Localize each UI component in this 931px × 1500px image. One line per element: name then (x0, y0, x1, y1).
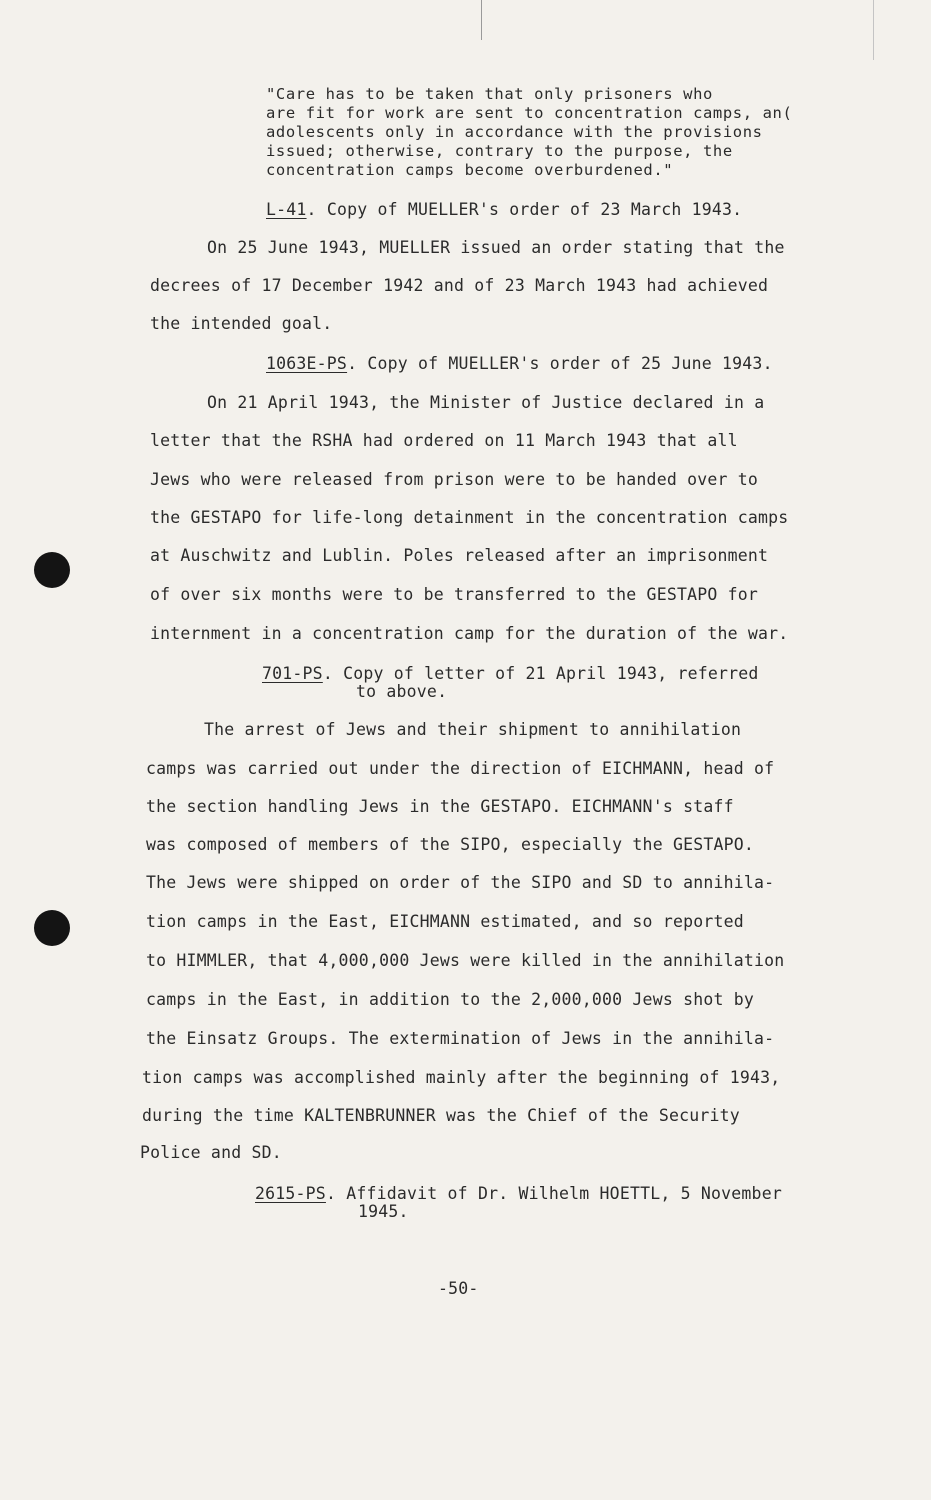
paragraph-line: at Auschwitz and Lublin. Poles released after an imprisonment (150, 546, 769, 565)
scan-mark-top (481, 0, 482, 40)
quote-line: concentration camps become overburdened." (266, 161, 674, 179)
paragraph-line: of over six months were to be transferred to the GESTAPO for (150, 585, 759, 604)
paragraph-line: the GESTAPO for life-long detainment in the concentration camps (150, 508, 789, 527)
paragraph-line: the section handling Jews in the GESTAPO. EICHMANN's staff (146, 797, 734, 816)
paragraph-line: during the time KALTENBRUNNER was the Chief of the Security (142, 1106, 740, 1125)
paragraph-line: camps was carried out under the direction of EICHMANN, head of (146, 759, 775, 778)
paragraph-line: was composed of members of the SIPO, especially the GESTAPO. (146, 835, 755, 854)
citation-2615-ps (255, 1184, 782, 1204)
citation-continuation: 1945. (358, 1202, 409, 1221)
page-number: -50- (438, 1279, 479, 1298)
citation-l41 (266, 200, 742, 220)
quote-line: adolescents only in accordance with the provisions (266, 123, 763, 141)
citation-ref: 1063E-PS (266, 354, 348, 373)
citation-text: . Copy of MUELLER's order of 25 June 1943. (347, 354, 773, 373)
scan-mark-right (873, 0, 874, 60)
quote-line: "Care has to be taken that only prisoners who (266, 85, 713, 103)
paragraph-line: The arrest of Jews and their shipment to annihilation (204, 720, 742, 739)
punch-hole-bottom (34, 910, 70, 946)
citation-701-ps (262, 664, 759, 684)
paragraph-line: Jews who were released from prison were to be handed over to (150, 470, 759, 489)
paragraph-line: On 25 June 1943, MUELLER issued an order stating that the (207, 238, 785, 257)
citation-text: . Affidavit of Dr. Wilhelm HOETTL, 5 November (325, 1184, 782, 1203)
punch-hole-top (34, 552, 70, 588)
citation-continuation: to above. (356, 682, 448, 701)
citation-text: . Copy of MUELLER's order of 23 March 1943. (306, 200, 743, 219)
paragraph-line: On 21 April 1943, the Minister of Justice declared in a (207, 393, 765, 412)
citation-ref: L-41 (266, 200, 307, 219)
citation-1063e-ps (266, 354, 773, 374)
quote-line: are fit for work are sent to concentration camps, an( (266, 104, 793, 122)
citation-text: . Copy of letter of 21 April 1943, referred (322, 664, 759, 683)
paragraph-line: camps in the East, in addition to the 2,000,000 Jews shot by (146, 990, 755, 1009)
paragraph-line: decrees of 17 December 1942 and of 23 March 1943 had achieved (150, 276, 769, 295)
paragraph-line: tion camps in the East, EICHMANN estimated, and so reported (146, 912, 744, 931)
paragraph-line: Police and SD. (140, 1143, 282, 1162)
paragraph-line: tion camps was accomplished mainly after the beginning of 1943, (142, 1068, 781, 1087)
citation-ref: 2615-PS (255, 1184, 326, 1203)
paragraph-line: internment in a concentration camp for the duration of the war. (150, 624, 789, 643)
paragraph-line: the intended goal. (150, 314, 333, 333)
citation-ref: 701-PS (262, 664, 323, 683)
quote-line: issued; otherwise, contrary to the purpose, the (266, 142, 733, 160)
paragraph-line: letter that the RSHA had ordered on 11 March 1943 that all (150, 431, 738, 450)
paragraph-line: the Einsatz Groups. The extermination of Jews in the annihila- (146, 1029, 775, 1048)
paragraph-line: The Jews were shipped on order of the SIPO and SD to annihila- (146, 873, 775, 892)
paragraph-line: to HIMMLER, that 4,000,000 Jews were killed in the annihilation (146, 951, 785, 970)
